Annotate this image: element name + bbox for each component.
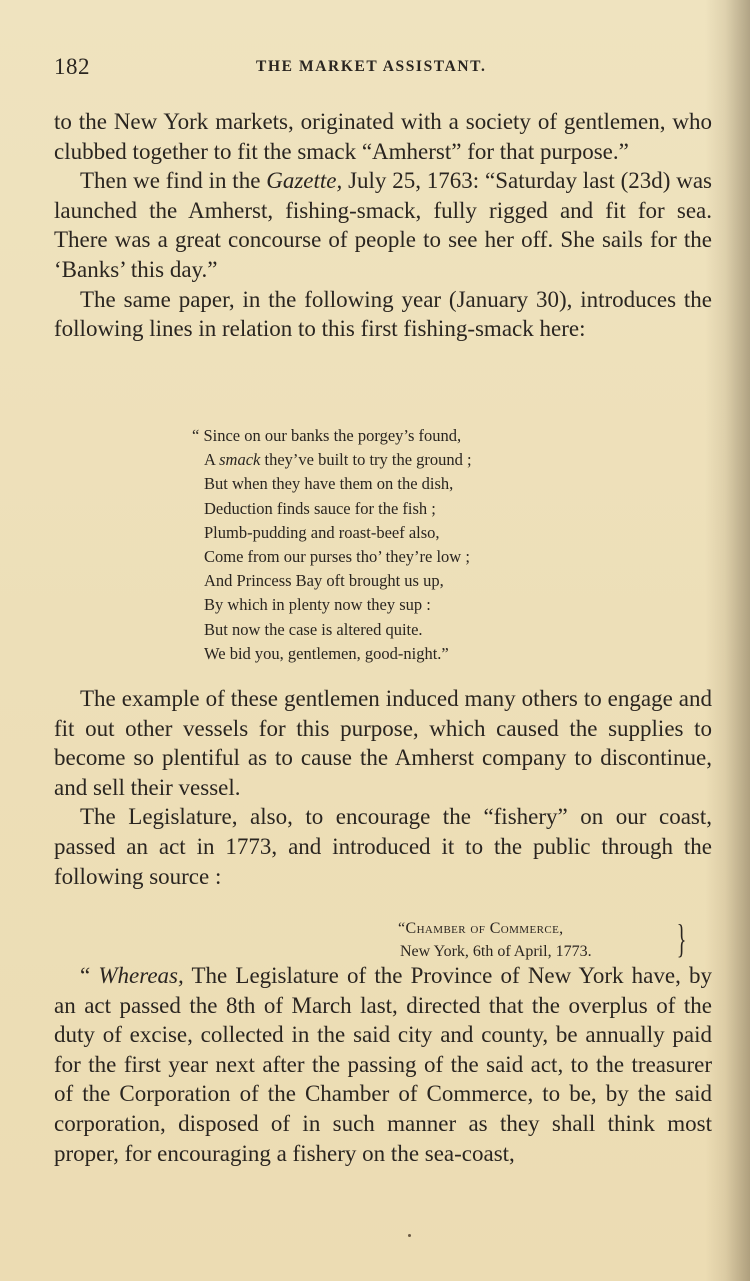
paragraph: “ Whereas, The Legislature of the Province of New York have, by an act passed the 8th of March last, directed that the overplus of the duty of excise, collected in the said city and county, be annually paid for the first year next after the passing of the said act, to the treasurer of the Corporation of the Chamber of Commerce, to be, by the said corporation, disposed of in such manner as they shall think most proper, for encouraging a fishery on the sea-coast, (54, 963, 712, 1166)
verse-line: Deduction finds sauce for the fish ; (204, 498, 436, 518)
verse-line: “ Since on our banks the porgey’s found, (192, 426, 462, 445)
text-block-top (54, 107, 712, 344)
verse-line: Plumb-pudding and roast-beef also, (204, 522, 440, 542)
dateline-line-1: “Chamber of Commerce, (398, 920, 564, 937)
verse-line: By which in plenty now they sup : (204, 595, 431, 615)
paragraph: Then we find in the Gazette, July 25, 1763: “Saturday last (23d) was launched the Amherst, fishing-smack, fully rigged and fit for sea. There was a great concourse of people to see her off. She sails for the ‘Banks’ this day.” (54, 168, 712, 282)
verse-block (192, 424, 612, 666)
italic-title: Gazette, (266, 168, 343, 194)
verse-line: And Princess Bay oft brought us up, (204, 571, 444, 591)
running-title: THE MARKET ASSISTANT. (256, 58, 487, 75)
brace-mark: } (676, 916, 687, 961)
paragraph: to the New York markets, originated with a society of gentlemen, who clubbed together to fit the smack “Amherst” for that purpose.” (54, 109, 712, 164)
paragraph: The example of these gentlemen induced many others to engage and fit out other vessels for this purpose, which caused the supplies to become so plentiful as to cause the Amherst company to discontinue, and sell their vessel. (54, 686, 712, 800)
paper-speck (408, 1234, 411, 1237)
paragraph: The same paper, in the following year (January 30), introduces the following lines in relation to this first fishing-smack here: (54, 286, 712, 342)
page-number: 182 (54, 54, 90, 79)
page-header (54, 54, 714, 84)
text-block-bottom (54, 961, 712, 1168)
dateline-line-2: New York, 6th of April, 1773. (400, 943, 592, 960)
text-block-middle (54, 684, 712, 891)
verse-line: But now the case is altered quite. (204, 619, 423, 639)
verse-line: But when they have them on the dish, (204, 474, 454, 494)
verse-line: A smack they’ve built to try the ground ; (204, 450, 472, 470)
italic-word: Whereas, (98, 963, 184, 988)
verse-line: We bid you, gentlemen, good-night.” (204, 643, 449, 663)
verse-line: Come from our purses tho’ they’re low ; (204, 547, 470, 567)
paragraph: The Legislature, also, to encourage the “fishery” on our coast, passed an act in 1773, and introduced it to the public through the following source : (54, 804, 712, 889)
dateline (398, 917, 698, 963)
